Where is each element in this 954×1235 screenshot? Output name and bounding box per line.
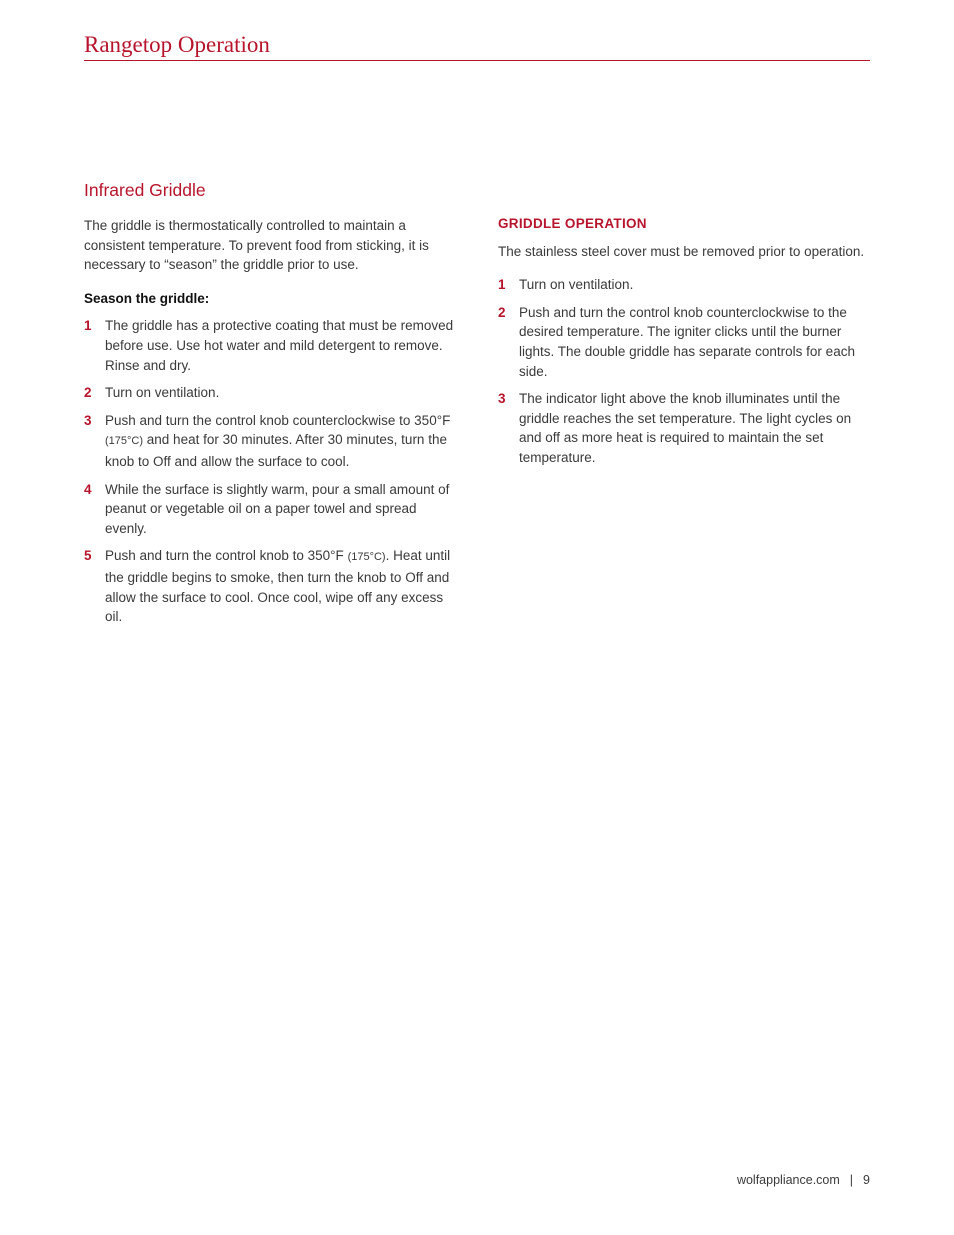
list-item (84, 411, 459, 472)
page-number: 9 (863, 1173, 870, 1187)
step-text: Turn on ventilation. (519, 277, 634, 293)
step-number: 3 (498, 391, 506, 407)
step-text (105, 546, 459, 626)
celsius-note: (175°C) (347, 551, 386, 564)
footer-separator: | (849, 1173, 854, 1187)
intro-paragraph: The griddle is thermostatically controlled to maintain a consistent temperature. To prevent food from sticking, it is necessary to “season” the griddle prior to use. (84, 218, 429, 273)
step-text-part: Push and turn the control knob to 350°F (105, 548, 348, 564)
step-number: 1 (498, 277, 506, 293)
list-item (498, 389, 870, 467)
step-text-part: While the surface is slightly warm, pour a small amount of peanut or vegetable oil on a paper towel and spread evenly. (105, 481, 450, 536)
footer-website: wolfappliance.com (736, 1173, 840, 1187)
operation-steps-list (498, 275, 870, 467)
step-text (105, 383, 459, 403)
step-text (105, 316, 459, 375)
list-item (84, 383, 459, 403)
step-text-part: Push and turn the control knob counterclockwise to 350°F (105, 412, 451, 428)
operation-intro: The stainless steel cover must be removed prior to operation. (498, 243, 865, 259)
celsius-note: (175°C) (105, 435, 144, 448)
list-item (84, 316, 459, 375)
list-item (84, 546, 459, 626)
step-text-part: The griddle has a protective coating that must be removed before use. Use hot water and mild detergent to remove. Rinse and dry. (105, 318, 454, 373)
step-number: 3 (84, 412, 92, 428)
page-footer (737, 1173, 870, 1187)
section-title: Infrared Griddle (84, 180, 206, 200)
list-item (498, 275, 870, 295)
header-divider (84, 60, 870, 61)
list-item (498, 303, 870, 381)
step-text: Push and turn the control knob counterclockwise to the desired temperature. The igniter clicks until the burner lights. The double griddle has separate controls for each side. (519, 304, 855, 379)
step-number: 5 (84, 548, 92, 564)
step-number: 1 (84, 318, 92, 334)
step-text-part: . Heat until the griddle begins to smoke, then turn the knob to Off and allow the surface to cool. Once cool, wipe off any excess oil. (105, 548, 451, 625)
step-text-part: Turn on ventilation. (105, 385, 220, 401)
step-number: 2 (84, 385, 92, 401)
step-text (105, 480, 459, 539)
season-steps-list (84, 316, 459, 626)
step-text-part: and heat for 30 minutes. After 30 minutes, turn the knob to Off and allow the surface to cool. (105, 432, 447, 469)
season-lead: Season the griddle: (84, 290, 210, 306)
step-text (105, 411, 459, 472)
griddle-operation-heading: GRIDDLE OPERATION (498, 216, 647, 231)
page-title: Rangetop Operation (84, 32, 270, 57)
left-column (84, 178, 459, 635)
step-number: 2 (498, 304, 506, 320)
step-text: The indicator light above the knob illuminates until the griddle reaches the set temperature. The light cycles on and off as more heat is required to maintain the set temperature. (519, 391, 852, 465)
list-item (84, 480, 459, 539)
right-column (498, 178, 870, 476)
step-number: 4 (84, 481, 92, 497)
